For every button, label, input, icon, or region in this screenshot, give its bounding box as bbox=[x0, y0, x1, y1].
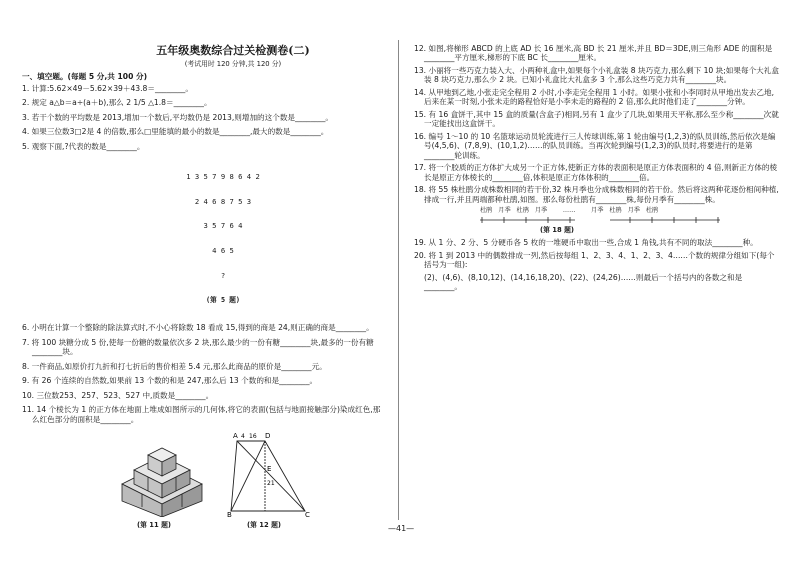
question-20-cont: (2)、(4,6)、(8,10,12)、(14,16,18,20)、(22)、(24,26)……则最后一个括号内的各数之和是________。 bbox=[424, 272, 743, 292]
page-subtitle: (考试用时 120 分钟,共 120 分) bbox=[184, 59, 282, 68]
question-2: 2. 规定 a△b＝a÷(a＋b),那么 2 1/5 △1.8＝________。 bbox=[22, 98, 212, 108]
pyramid-row: ? bbox=[220, 271, 226, 281]
pyramid-row: 1 3 5 7 9 8 6 4 2 bbox=[186, 171, 260, 181]
label-c: C bbox=[305, 511, 310, 518]
question-5: 5. 观察下面,?代表的数是________。 bbox=[22, 141, 145, 151]
fig12-caption: (第 12 题) bbox=[247, 521, 281, 530]
question-19: 19. 从 1 分、2 分、5 分硬币各 5 枚的一堆硬币中取出一些,合成 1 角钱,共有不同的取法________种。 bbox=[414, 238, 758, 248]
question-15: 15. 有 16 盒饼干,其中 15 盒的质量(含盒子)相同,另有 1 盒少了几块,如果用天平称,那么至少称________次就一定能找出这盒饼干。 bbox=[414, 109, 779, 129]
question-20: 20. 将 1 到 2013 中的偶数排成一列,然后按每组 1、2、3、4、1、2、3、4……个数的规律分组如下(每个括号为一组): bbox=[414, 250, 775, 270]
question-17: 17. 将一个胶质的正方体扩大成另一个正方体,使新正方体的表面积是原正方体表面积的 4 倍,则新正方体的棱长是原正方体棱长的________倍,体积是原正方体体积的________倍。 bbox=[414, 163, 778, 182]
cube-stack-figure bbox=[117, 429, 207, 517]
question-13: 13. 小丽将一些巧克力装入大、小两种礼盒中,如果每个小礼盒装 8 块巧克力,那么剩下 10 块;如果每个大礼盒装 8 块巧克力,那么少 2 块。已知小礼盒比大礼盒多 3 个,那么这些巧克力共有________块。 bbox=[414, 65, 779, 85]
fig18-caption: (第 18 题) bbox=[540, 226, 574, 235]
question-7: 7. 将 100 块糖分成 5 份,使每一份糖的数量依次多 2 块,那么最少的一份有糖________块,最多的一份有糖________块。 bbox=[22, 337, 374, 357]
label-4: 4 bbox=[241, 433, 245, 441]
number-pyramid bbox=[62, 156, 384, 321]
label-d: D bbox=[265, 432, 271, 441]
question-9: 9. 有 26 个连续的自然数,如果前 13 个数的和是 247,那么后 13 个数的和是________。 bbox=[22, 376, 318, 386]
label-a: A bbox=[233, 432, 238, 441]
pyramid-row: 3 5 7 6 4 bbox=[203, 221, 243, 231]
left-column bbox=[22, 44, 384, 529]
trapezoid-figure bbox=[227, 429, 312, 517]
pyramid-row: 4 6 5 bbox=[212, 246, 234, 256]
flower-row-line bbox=[480, 216, 720, 224]
question-14: 14. 从甲地到乙地,小张走完全程用 2 小时,小李走完全程用 1 小时。如果小张和小李同时从甲地出发去乙地,后来在某一时刻,小张未走的路程恰好是小李未走的路程的 2 倍,那么此时他们走了________分钟。 bbox=[414, 87, 774, 107]
fig11-caption: (第 11 题) bbox=[137, 521, 171, 530]
flower-labels: 杜鹃 月季 杜鹃 月季 …… 月季 杜鹃 月季 杜鹃 bbox=[480, 207, 659, 215]
question-10: 10. 三位数253、257、523、527 中,质数是________。 bbox=[22, 390, 214, 400]
label-21: 21 bbox=[267, 480, 275, 488]
fig5-caption: (第 5 题) bbox=[205, 295, 241, 304]
question-3: 3. 若干个数的平均数是 2013,增加一个数后,平均数仍是 2013,则增加的这个数是________。 bbox=[22, 112, 333, 122]
pyramid-row: 2 4 6 8 7 5 3 bbox=[194, 196, 252, 206]
question-11: 11. 14 个棱长为 1 的正方体在地面上堆成如图所示的几何体,将它的表面(包括与地面接触部分)染成红色,那么红色部分的面积是________。 bbox=[22, 405, 381, 424]
label-16: 16 bbox=[249, 433, 257, 441]
section-header: 一、填空题。(每题 5 分,共 100 分) bbox=[22, 72, 148, 82]
label-e: E bbox=[267, 465, 272, 474]
question-18: 18. 将 55 株杜鹃分成株数相同的若干份,32 株月季也分成株数相同的若干份。然后将这两种花逐份相间种植,排成一行,并且两端都种杜鹃,如图。那么每份杜鹃有________株,每份月季有________株。 bbox=[414, 185, 779, 204]
question-4: 4. 如果三位数3□2是 4 的倍数,那么□里能填的最小的数是________,最大的数是________。 bbox=[22, 127, 329, 137]
question-12: 12. 如图,将梯形 ABCD 的上底 AD 长 16 厘米,高 BD 长 21 厘米,并且 BD＝3DE,则三角形 ADE 的面积是________平方厘米,梯形的下底 BC 长________厘米。 bbox=[414, 44, 773, 63]
page-number: —41— bbox=[388, 524, 415, 533]
figures-row bbox=[22, 429, 384, 529]
label-b: B bbox=[227, 511, 232, 518]
flower-row-figure bbox=[480, 207, 780, 237]
question-16: 16. 编号 1～10 的 10 名篮球运动员轮流进行三人传球训练,第 1 轮由编号(1,2,3)的队员训练,然后依次是编号(4,5,6)、(7,8,9)、(10,1,2)……的队员训练。当再次轮到编号(1,2,3)的队员时,将要进行的是第________轮训练。 bbox=[414, 131, 776, 160]
question-8: 8. 一件商品,如原价打九折和打七折后的售价相差 5.4 元,那么此商品的原价是________元。 bbox=[22, 361, 327, 371]
question-1: 1. 计算:5.62×49－5.62×39＋43.8＝________。 bbox=[22, 83, 193, 93]
page-title: 五年级奥数综合过关检测卷(二) bbox=[156, 44, 310, 57]
question-6: 6. 小明在计算一个整除的除法算式时,不小心将除数 18 看成 15,得到的商是 24,则正确的商是________。 bbox=[22, 323, 374, 333]
column-divider bbox=[398, 40, 399, 520]
right-column bbox=[414, 44, 780, 295]
